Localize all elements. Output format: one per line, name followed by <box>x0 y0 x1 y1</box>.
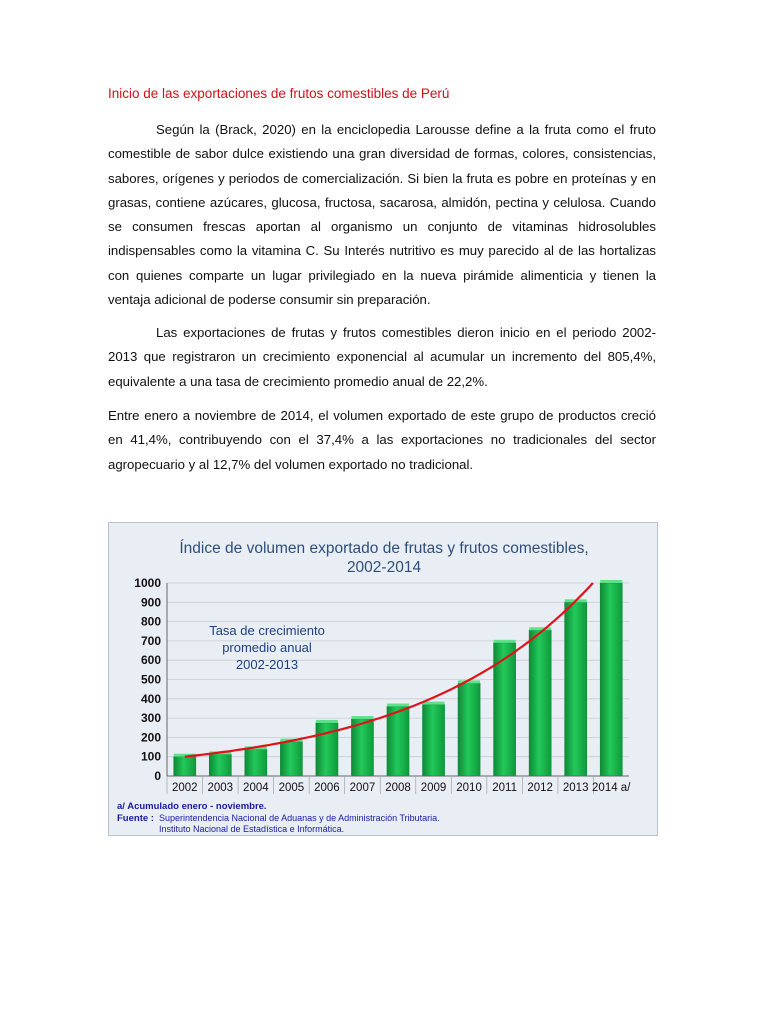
x-tick-label: 2006 <box>314 782 340 794</box>
y-tick-label: 100 <box>140 749 161 764</box>
x-tick-label: 2012 <box>527 782 553 794</box>
y-tick-label: 400 <box>140 691 161 706</box>
footnote: a/ Acumulado enero - noviembre. <box>117 801 267 812</box>
chart-title-line2: 2002-2014 <box>346 559 422 576</box>
bar-2009 <box>423 705 445 776</box>
bar-top-highlight <box>600 580 622 583</box>
y-tick-label: 700 <box>140 633 161 648</box>
x-tick-label: 2013 <box>562 782 589 794</box>
bar-2005 <box>280 742 302 776</box>
chart-canvas <box>109 523 659 837</box>
x-tick-label: 2007 <box>349 782 376 794</box>
paragraph-2014-growth: Entre enero a noviembre de 2014, el volumen exportado de este grupo de productos creció en 41,4%, contribuyendo con el 37,4% a las exportaciones no tradicionales del sector agropecuario y al 12,7% del volumen exportado no tradicional. <box>108 408 656 472</box>
x-tick-label: 2014 a/ <box>592 782 631 794</box>
y-tick-label: 200 <box>140 730 161 745</box>
paragraph-definition: Según la (Brack, 2020) en la enciclopedia Larousse define a la fruta como el fruto comestible de sabor dulce existiendo una gran diversidad de formas, colores, consistencias, sabores, orígenes y periodos de comercialización. Si bien la fruta es pobre en proteínas y en grasas, contiene azúcares, glucosa, fructosa, sacarosa, almidón, pectina y celulosa. Cuando se consumen frescas aportan al organismo un conjunto de vitaminas hidrosolubles indispensables como la vitamina C. Su Interés nutritivo es muy parecido al de las hortalizas con quienes comparte un lugar privilegiado en la nueva pirámide alimenticia y tienen la ventaja adicional de poderse consumir sin preparación. <box>108 122 656 308</box>
x-tick-label: 2011 <box>492 782 517 794</box>
bar-2010 <box>458 683 480 776</box>
bar-2002 <box>174 757 196 776</box>
section-heading: Inicio de las exportaciones de frutos comestibles de Perú <box>108 86 450 101</box>
bar-2004 <box>245 749 267 776</box>
bar-top-highlight <box>387 704 409 707</box>
y-tick-label: 300 <box>140 711 161 726</box>
x-tick-label: 2009 <box>420 782 447 794</box>
y-tick-label: 0 <box>154 769 161 783</box>
bar-top-highlight <box>494 640 516 643</box>
annotation-line2: promedio anual <box>222 640 312 655</box>
x-tick-label: 2003 <box>207 782 234 794</box>
y-tick-label: 900 <box>140 595 161 610</box>
paragraph-exports-start: Las exportaciones de frutas y frutos comestibles dieron inicio en el periodo 2002-2013 que registraron un crecimiento exponencial al acumular un incremento del 805,4%, equivalente a una tasa de crecimiento promedio anual de 22,2%. <box>108 325 656 389</box>
source-line1: Superintendencia Nacional de Aduanas y de Administración Tributaria. <box>159 813 440 823</box>
bar-top-highlight <box>316 720 338 723</box>
x-tick-label: 2004 <box>243 782 269 794</box>
bar-2007 <box>351 719 373 776</box>
bar-2012 <box>529 630 551 776</box>
annotation-line1: Tasa de crecimiento <box>209 623 325 638</box>
source-line2: Instituto Nacional de Estadística e Informática. <box>159 824 345 834</box>
y-tick-label: 1000 <box>134 576 161 590</box>
chart-title-line1: Índice de volumen exportado de frutas y frutos comestibles, <box>179 540 589 557</box>
bar-2008 <box>387 707 409 776</box>
y-tick-label: 600 <box>140 653 161 668</box>
x-tick-label: 2002 <box>171 782 198 794</box>
annotation-line3: 2002-2013 <box>235 657 299 672</box>
x-tick-label: 2005 <box>278 782 305 794</box>
bar-2013 <box>565 602 587 776</box>
bar-2003 <box>209 754 231 776</box>
bar-2014a <box>600 583 622 776</box>
y-tick-label: 500 <box>140 672 161 687</box>
export-volume-chart <box>108 522 658 836</box>
y-tick-label: 800 <box>140 614 161 629</box>
source-label: Fuente : <box>117 813 154 824</box>
x-tick-label: 2010 <box>456 782 482 794</box>
bar-top-highlight <box>351 716 373 719</box>
x-tick-label: 2008 <box>385 782 411 794</box>
